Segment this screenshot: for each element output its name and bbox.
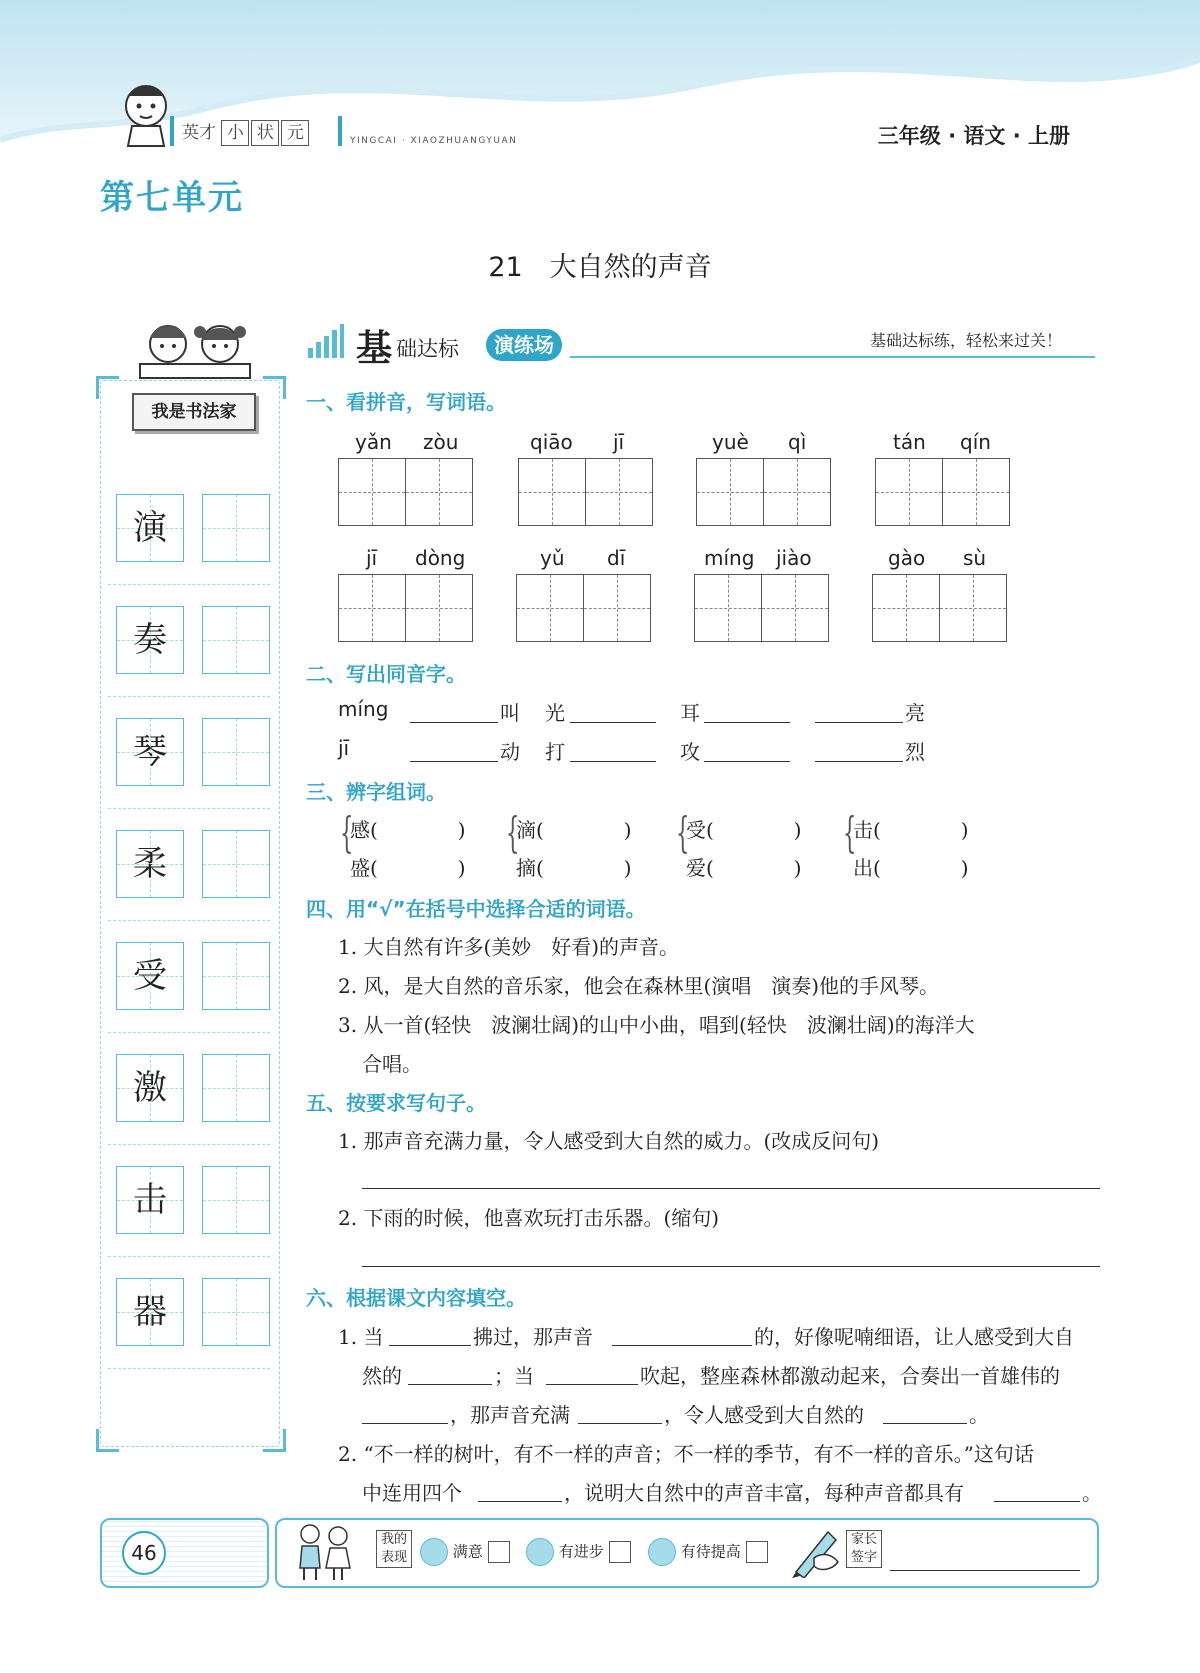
answer-blank[interactable] (389, 1345, 471, 1346)
smile-face-icon (526, 1538, 554, 1566)
sidebar-divider (108, 920, 270, 921)
answer-blank[interactable] (570, 761, 656, 762)
rating-label: 有进步 (558, 1542, 604, 1561)
kids-figures-icon (292, 1522, 358, 1582)
sample-char-box (116, 1166, 184, 1234)
q3-item[interactable]: 击( ) (853, 818, 969, 842)
sample-char: 奏 (133, 620, 167, 660)
brand-char: 小 (221, 120, 249, 146)
answer-blank[interactable] (815, 722, 903, 723)
tianzige-pair[interactable] (518, 458, 653, 526)
pinyin: jī (613, 430, 625, 454)
practice-char-box[interactable] (202, 830, 270, 898)
q3-item[interactable]: 受( ) (686, 818, 802, 842)
rating-checkbox[interactable] (609, 1541, 631, 1563)
practice-char-box[interactable] (202, 1278, 270, 1346)
q2-char: 动 (500, 740, 520, 764)
sample-char-box (116, 718, 184, 786)
pinyin: jī (366, 546, 378, 570)
section-badge: 演练场 (486, 329, 562, 361)
rating-satisfied (420, 1538, 510, 1566)
sample-char-box (116, 830, 184, 898)
tianzige-pair[interactable] (516, 574, 651, 642)
answer-blank[interactable] (815, 761, 903, 762)
pinyin: yuè (712, 430, 749, 454)
q6-text: 然的 (362, 1364, 402, 1388)
sample-char-box (116, 1278, 184, 1346)
brace-icon: { (340, 808, 354, 857)
q3-item[interactable]: 感( ) (350, 818, 466, 842)
sidebar-divider (108, 1368, 270, 1369)
sample-char: 演 (133, 508, 167, 548)
pinyin: qiāo (530, 430, 573, 454)
q6-text: 。 (1082, 1481, 1102, 1505)
performance-label-line: 表现 (380, 1550, 407, 1565)
answer-line[interactable] (362, 1266, 1100, 1267)
q6-text: 吹起，整座森林都激动起来，合奏出一首雄伟的 (640, 1364, 1060, 1388)
q3-item[interactable]: 爱( ) (686, 856, 802, 880)
sample-char: 受 (133, 956, 167, 996)
q6-text: 1. 当 (338, 1325, 384, 1349)
answer-blank[interactable] (570, 722, 656, 723)
q4-item[interactable]: 1. 大自然有许多(美妙 好看)的声音。 (338, 935, 680, 959)
pinyin: qín (960, 430, 991, 454)
brand-divider (170, 116, 174, 146)
rating-improve (648, 1538, 768, 1566)
brace-icon: { (506, 808, 520, 857)
q6-text: ；当 (494, 1364, 534, 1388)
practice-char-box[interactable] (202, 1054, 270, 1122)
q3-item[interactable]: 出( ) (853, 856, 969, 880)
answer-blank[interactable] (410, 761, 498, 762)
q5-item: 1. 那声音充满力量，令人感受到大自然的威力。(改成反问句) (338, 1129, 880, 1153)
sample-char-box (116, 1054, 184, 1122)
answer-blank[interactable] (704, 761, 790, 762)
q2-char: 耳 (680, 701, 700, 725)
sidebar-divider (108, 1256, 270, 1257)
q4-item[interactable]: 2. 风，是大自然的音乐家，他会在森林里(演唱 演奏)他的手风琴。 (338, 974, 940, 998)
answer-blank[interactable] (410, 722, 498, 723)
q6-text: ，说明大自然中的声音丰富，每种声音都具有 (564, 1481, 964, 1505)
rating-label: 满意 (452, 1542, 483, 1561)
q2-pinyin: míng (338, 697, 389, 721)
pen-hand-icon (788, 1522, 844, 1578)
tianzige-pair[interactable] (875, 458, 1010, 526)
tianzige-pair[interactable] (696, 458, 831, 526)
practice-char-box[interactable] (202, 718, 270, 786)
q6-text: 中连用四个 (362, 1481, 462, 1505)
calligraphy-label: 我是书法家 (132, 393, 256, 431)
pinyin: qì (788, 430, 807, 454)
pinyin: tán (893, 430, 926, 454)
q6-text: 拂过，那声音 (473, 1325, 593, 1349)
brand-pinyin: YINGCAI · XIAOZHUANGYUAN (350, 136, 518, 146)
sample-char-box (116, 606, 184, 674)
smile-face-icon (420, 1538, 448, 1566)
sidebar-divider (108, 584, 270, 585)
practice-char-box[interactable] (202, 494, 270, 562)
corner-bracket (263, 1429, 286, 1452)
q1-title: 一、看拼音，写词语。 (306, 390, 506, 414)
practice-char-box[interactable] (202, 1166, 270, 1234)
q2-char: 亮 (905, 701, 925, 725)
sidebar-divider (108, 1144, 270, 1145)
pinyin: yǔ (540, 546, 565, 570)
q2-char: 叫 (500, 701, 520, 725)
answer-blank[interactable] (578, 1423, 662, 1424)
sidebar-divider (108, 808, 270, 809)
header-wave-background (0, 0, 1200, 180)
brand-prefix: 英才 (182, 123, 216, 143)
brand-char: 状 (251, 120, 279, 146)
parent-signature-line[interactable] (890, 1570, 1080, 1571)
corner-bracket (96, 1429, 119, 1452)
answer-blank[interactable] (612, 1345, 752, 1346)
q2-title: 二、写出同音字。 (306, 662, 466, 686)
page-number: 46 (122, 1531, 166, 1575)
q2-char: 烈 (905, 740, 925, 764)
answer-blank[interactable] (478, 1501, 562, 1502)
pinyin: dòng (415, 546, 466, 570)
signal-bars-icon (306, 322, 346, 362)
pinyin: yǎn (355, 430, 392, 454)
q6-text: ，那声音充满 (450, 1403, 570, 1427)
unit-title: 第七单元 (100, 178, 244, 218)
answer-line[interactable] (362, 1188, 1100, 1189)
q3-title: 三、辨字组词。 (306, 780, 446, 804)
q6-text: 。 (969, 1403, 989, 1427)
pinyin: sù (963, 546, 987, 570)
sample-char: 器 (133, 1292, 167, 1332)
q4-item[interactable]: 3. 从一首(轻快 波澜壮阔)的山中小曲，唱到(轻快 波澜壮阔)的海洋大 (338, 1013, 975, 1037)
section-header-rest: 础达标 (396, 337, 459, 361)
answer-blank[interactable] (546, 1384, 638, 1385)
q3-item[interactable]: 摘( ) (516, 856, 632, 880)
section-header-big: 基 (356, 328, 393, 369)
q2-char: 光 (545, 701, 565, 725)
sample-char: 击 (133, 1180, 167, 1220)
brand-divider (338, 116, 342, 146)
tianzige-pair[interactable] (338, 574, 473, 642)
corner-bracket (263, 376, 286, 399)
sidebar-divider (108, 696, 270, 697)
sidebar-divider (108, 1032, 270, 1033)
q6-title: 六、根据课文内容填空。 (306, 1286, 526, 1310)
grade-label: 三年级 · 语文 · 上册 (877, 124, 1070, 148)
practice-char-box[interactable] (202, 942, 270, 1010)
neutral-face-icon (648, 1538, 676, 1566)
lesson-title: 21 大自然的声音 (488, 252, 712, 283)
rating-label: 有待提高 (680, 1542, 741, 1561)
q5-item: 2. 下雨的时候，他喜欢玩打击乐器。(缩句) (338, 1206, 720, 1230)
answer-blank[interactable] (362, 1423, 448, 1424)
q4-item: 合唱。 (362, 1052, 422, 1076)
brace-icon: { (843, 808, 857, 857)
rating-progress (526, 1538, 631, 1566)
parent-label-line: 家长 (850, 1532, 877, 1547)
pinyin: gào (888, 546, 926, 570)
q6-text: ，令人感受到大自然的 (664, 1403, 864, 1427)
sample-char: 柔 (133, 844, 167, 884)
pinyin: zòu (423, 430, 459, 454)
q3-item[interactable]: 滴( ) (516, 818, 632, 842)
brace-icon: { (676, 808, 690, 857)
parent-signature-label (846, 1530, 882, 1568)
sample-char: 激 (133, 1068, 167, 1108)
brand-char: 元 (281, 120, 309, 146)
rating-checkbox[interactable] (746, 1541, 768, 1563)
answer-blank[interactable] (408, 1384, 492, 1385)
answer-blank[interactable] (883, 1423, 967, 1424)
answer-blank[interactable] (994, 1501, 1080, 1502)
section-header-line (570, 356, 1095, 358)
brand-logo (182, 118, 311, 146)
tianzige-pair[interactable] (338, 458, 473, 526)
pinyin: dī (607, 546, 626, 570)
q5-title: 五、按要求写句子。 (306, 1091, 486, 1115)
performance-label-line: 我的 (380, 1532, 407, 1547)
sample-char: 琴 (133, 732, 167, 772)
corner-bracket (96, 376, 119, 399)
tianzige-pair[interactable] (694, 574, 829, 642)
kids-illustration-icon (130, 318, 260, 380)
answer-blank[interactable] (704, 722, 790, 723)
q2-pinyin: jī (338, 736, 350, 760)
q6-text: 的，好像呢喃细语，让人感受到大自 (754, 1325, 1074, 1349)
q2-char: 攻 (680, 740, 700, 764)
q2-char: 打 (545, 740, 565, 764)
practice-char-box[interactable] (202, 606, 270, 674)
q3-item[interactable]: 盛( ) (350, 856, 466, 880)
sample-char-box (116, 494, 184, 562)
parent-label-line: 签字 (850, 1550, 877, 1565)
section-slogan: 基础达标练，轻松来过关！ (870, 331, 1063, 350)
performance-label (376, 1530, 412, 1568)
mascot-boy-icon (118, 78, 178, 148)
pinyin: míng (704, 546, 755, 570)
pinyin: jiào (776, 546, 812, 570)
q6-text: 2. “不一样的树叶，有不一样的声音；不一样的季节，有不一样的音乐。”这句话 (338, 1442, 1034, 1466)
tianzige-pair[interactable] (872, 574, 1007, 642)
sample-char-box (116, 942, 184, 1010)
rating-checkbox[interactable] (488, 1541, 510, 1563)
q4-title: 四、用“√”在括号中选择合适的词语。 (306, 897, 646, 921)
